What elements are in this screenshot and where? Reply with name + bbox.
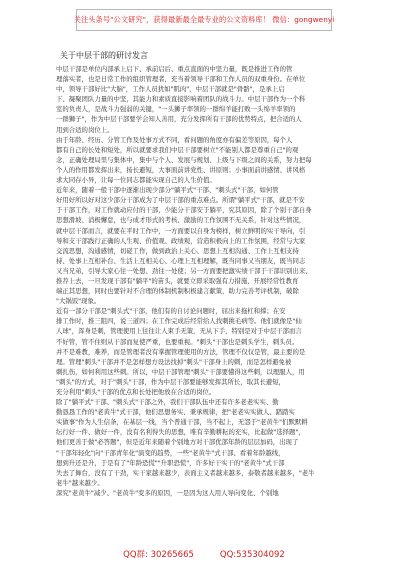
header-banner-text: 关注头条号"公文研究"，获得最新最全最专业的公文资料库！ 微信：gongwenyi (73, 15, 335, 24)
paragraph-line: 理。管理"刺头"干部并不是怎样想方设法找掉"刺头"干部身上的刺，而是怎样避免被 (56, 357, 292, 366)
paragraph-line: 他们更善于做"必答题"，但是近年来随着个别地方对干部优部年龄的层层加码，出现了 (56, 438, 299, 447)
paragraph-line: 中层干部是单位内部承上启下、承前启后、重点直面的中坚力量，既是推进工作的管 (56, 65, 293, 73)
paragraph-line: 持、处事上互相补台、生活上互相关心、心理上互相理解，既当同事又当朋友，既当同志 (56, 256, 306, 265)
paragraph-line: 除了"躺平式"干部、"刺头式"干部之外，我们干部队伍中还有许多老老实实、勤 (56, 398, 279, 407)
paragraph-line: 一群狮子"，作为中层干部要学会知人善用，充分发挥所有干部的优势特点，把合适的人 (56, 115, 302, 124)
paragraph-line: 由于年龄、经历、分管工作及处事方式不同，看问题的角度亦有偏差等原因，每个人 (56, 135, 293, 144)
page-title: 关于中层干部的研讨发言 (60, 51, 148, 60)
paragraph-line: "大锅饭"现象。 (56, 297, 101, 306)
paragraph-line: 都有自己的长处和短处，所以就要求我们中层干部要树立"不能别人都是尊重自己"的观 (56, 145, 299, 154)
paragraph-line: 推荐上去，一旦发现干部有"躺平"的苗头，就要立即采取强有力措施、开展经常性教育 (56, 276, 299, 285)
paragraph-line: "刺头"的方式，对于"刺头"干部，作为中层干部要能够发挥其所长，取其长避短， (56, 377, 286, 386)
paragraph-line: 近年来，随着一般干部中逐渐出现少部分"躺平式"干部、"刺头式"干部，如何管 (56, 186, 279, 195)
paragraph-line: 失去了舞台，没有了干劲，实干家越来越少，表面主义者越来越多，泰敬者越来越多，"老牛 (56, 468, 315, 477)
paragraph-line: 排工作时，推三阻四，说三道四；在工作完成后经常给人找刺挑毛病等。他们就像是"仙 (56, 317, 302, 326)
paragraph-line: 就中层干部而言，就要在平时工作中，一方面要以自身为榜样，树立鲜明的实干导向，引 (56, 226, 306, 235)
paragraph-line: 导和支干部践行正确的人生观、价值观、政绩观，营造积极向上的工作氛围，经常与大家 (56, 236, 306, 245)
paragraph-line: 充分利用"刺头"干部的优点和长处把他放在合适的岗位。 (56, 388, 216, 396)
paragraph-line: 老牛"越来越少。 (56, 478, 104, 487)
paragraph-line: "干部年轻化"向"干部青年化"演变的趋势，一些"老黄牛"式干部、看着年龄越线， (56, 448, 285, 457)
paragraph-line: 想到升还是升，于是有了"年龄恐慌""升职恐慌"，许多好干实干的"老黄牛"式干部 (56, 458, 285, 467)
paragraph-line: 并不是难教，难养，而是管理者没有掌握管理使用的方法，管理不仅仅是管，最主要的是 (56, 347, 306, 356)
paragraph-line: 室的负责人，是战斗力强弱的关键，"一头狮子率领的一群绵羊能打败一头绵羊率领的 (56, 105, 296, 114)
paragraph-line: 交流思想，沟通感情，切磋工作，做到政治上关心、思想上互相沟通、工作上互相支持 (56, 246, 299, 255)
paragraph-line: 用到合适的岗位上。 (56, 125, 114, 134)
paragraph-line: 实做事"作为人生信条，在基层一线，当个普通干部，当不起上，无怨于"老黄牛"们默默耕 (56, 418, 308, 427)
paragraph-line: 中，领导干部好比"大脑"，工作人员犹如"肌肉"，中层干部就是"骨骼"，是承上启 (56, 85, 285, 94)
header-banner (73, 9, 335, 31)
paragraph-line: 好用好所以好对这少部分干部成为了中层干部的重点难点。所谓"躺平式"干部，就是不安 (56, 196, 305, 205)
paragraph-line: 人球"，浑身是刺，管理使用上往往让人束手无策，无从下手，特别是对于中层干部而言 (56, 327, 302, 336)
footer (0, 548, 408, 560)
paragraph-line: 求大同存小异，让每一位同志都能实现自己的人生价值。 (56, 176, 216, 185)
document-body (56, 64, 354, 498)
paragraph-line: 思想滑坡、消极懈怠，也与成才形式的考核、激励的工作氛围不无关系，针对这些情况， (56, 216, 306, 225)
footer-qq-group: QQ群: 30265665 (123, 550, 194, 560)
paragraph-line: 刺扎伤，如何利用这些刺。所以，中层干部管理"刺头"干部要懂得这些刺，以理服人，用 (56, 367, 305, 376)
paragraph-line: 不好管，管不住则从干部而复使严重，也要重视。"刺头"干部也是刺头学生，刺头员。 (56, 337, 299, 346)
paragraph-line: 念，正确处理局里与集体中，集中与个人、发展与规划、上级与下级之间的关系，努力把每 (56, 155, 312, 164)
paragraph-line: 下、凝聚团队力量的中坚，其能力和素质直接影响着团队的战斗力。中层干部作为一个科 (56, 95, 306, 104)
paragraph-line: 端正其思想，同时也要针对不合理的体制机制积极建言献策，助力完善考评机制，破除 (56, 287, 299, 296)
paragraph-line: 深究"老黄牛"减少、"老黄牛"变多的原因，一是因为这人用人导向变化、个别地 (56, 488, 279, 497)
paragraph-line: 于干部工作，对工作就动应付的干部，少能分干部安于躺平，究其原因，除了个别干部自身 (56, 206, 312, 215)
paragraph-line: 理落实者，也是日常工作的组织管理者，充当着领导干部和工作人员的双重身份。在单位 (56, 75, 306, 84)
paragraph-line: 个人的作用都发挥出来，扬长避短，大事面前讲党性、讲原则；小事面前讲感情、讲风格 (56, 165, 306, 174)
paragraph-line: 纭行好一件、做好一件，没有名利得失的思想，唯有辛勤耕耘的充实，比起做"选择题"， (56, 428, 305, 437)
paragraph-line: 又当兄弟，引导大家心往一处想、劲往一处使；另一方面要把激实绩干部于干部识别出来、 (56, 266, 312, 275)
paragraph-line: 近有一部分干部是"刺头式"干部，他们有的自讨论问题时，屈出来拖杠和撑；在安 (56, 307, 286, 316)
paragraph-line: 勤恳恳工作的"老黄牛"式干部，他们思想务实、秉承规律，把"老老实实做人、踏踏实 (56, 408, 295, 417)
footer-qq: QQ:535304092 (219, 550, 285, 560)
